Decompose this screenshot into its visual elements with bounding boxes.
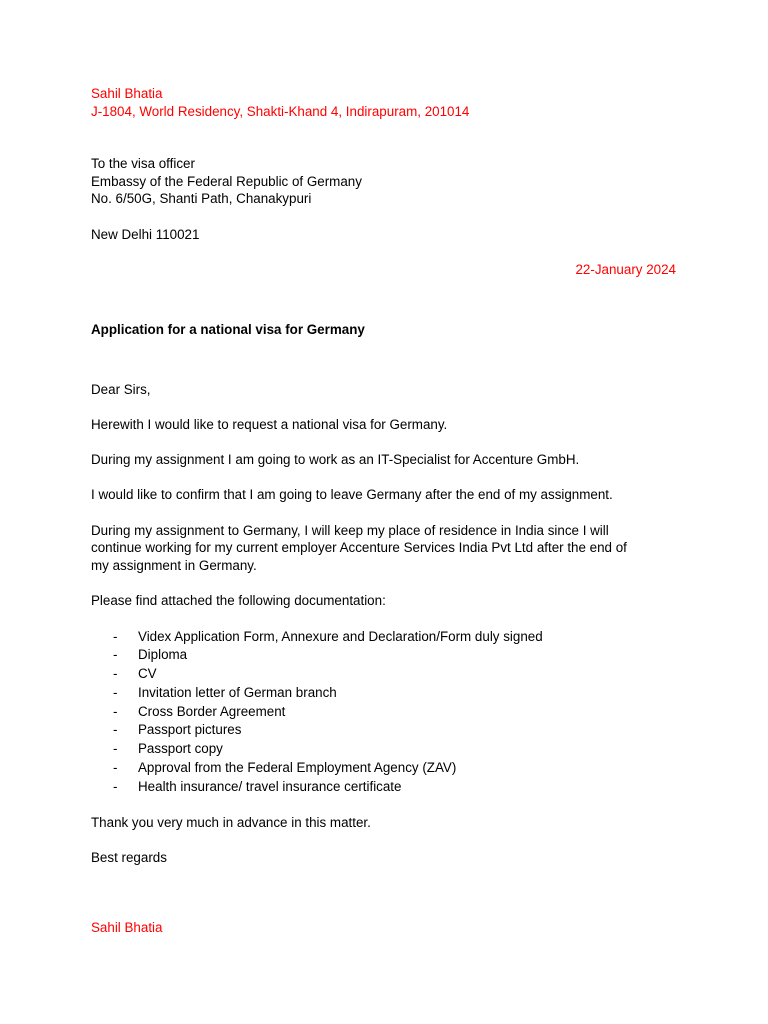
bullet-marker: - [113,722,118,737]
paragraph-residence-line-3: my assignment in Germany. [91,558,257,573]
bullet-marker: - [113,760,118,775]
bullet-marker: - [113,779,118,794]
list-item: Passport copy [138,741,223,756]
list-item: Health insurance/ travel insurance certificate [138,779,402,794]
bullet-marker: - [113,704,118,719]
paragraph-request: Herewith I would like to request a national visa for Germany. [91,417,448,432]
list-item: Cross Border Agreement [138,704,286,719]
recipient-line-3: No. 6/50G, Shanti Path, Chanakypuri [91,191,312,206]
bullet-marker: - [113,629,118,644]
paragraph-attachments-intro: Please find attached the following documentation: [91,593,386,608]
signature-name: Sahil Bhatia [91,920,163,935]
paragraph-residence-line-1: During my assignment to Germany, I will keep my place of residence in India since I will [91,523,609,538]
bullet-marker: - [113,647,118,662]
list-item: Videx Application Form, Annexure and Declaration/Form duly signed [138,629,543,644]
closing-regards: Best regards [91,850,167,865]
list-item: Diploma [138,647,188,662]
list-item: Approval from the Federal Employment Agency (ZAV) [138,760,457,775]
letter-subject: Application for a national visa for Germany [91,322,365,337]
sender-name: Sahil Bhatia [91,86,163,101]
bullet-marker: - [113,666,118,681]
letter-date: 22-January 2024 [575,262,676,277]
paragraph-assignment: During my assignment I am going to work as an IT-Specialist for Accenture GmbH. [91,452,580,467]
list-item: Passport pictures [138,722,242,737]
recipient-city: New Delhi 110021 [91,227,200,242]
sender-address: J-1804, World Residency, Shakti-Khand 4, Indirapuram, 201014 [91,104,470,119]
salutation: Dear Sirs, [91,382,151,397]
closing-thanks: Thank you very much in advance in this matter. [91,815,371,830]
bullet-marker: - [113,685,118,700]
recipient-line-1: To the visa officer [91,156,195,171]
bullet-marker: - [113,741,118,756]
recipient-line-2: Embassy of the Federal Republic of Germany [91,174,362,189]
paragraph-residence-line-2: continue working for my current employer Accenture Services India Pvt Ltd after the end of [91,540,627,555]
list-item: Invitation letter of German branch [138,685,337,700]
list-item: CV [138,666,157,681]
paragraph-confirmation: I would like to confirm that I am going to leave Germany after the end of my assignment. [91,487,613,502]
